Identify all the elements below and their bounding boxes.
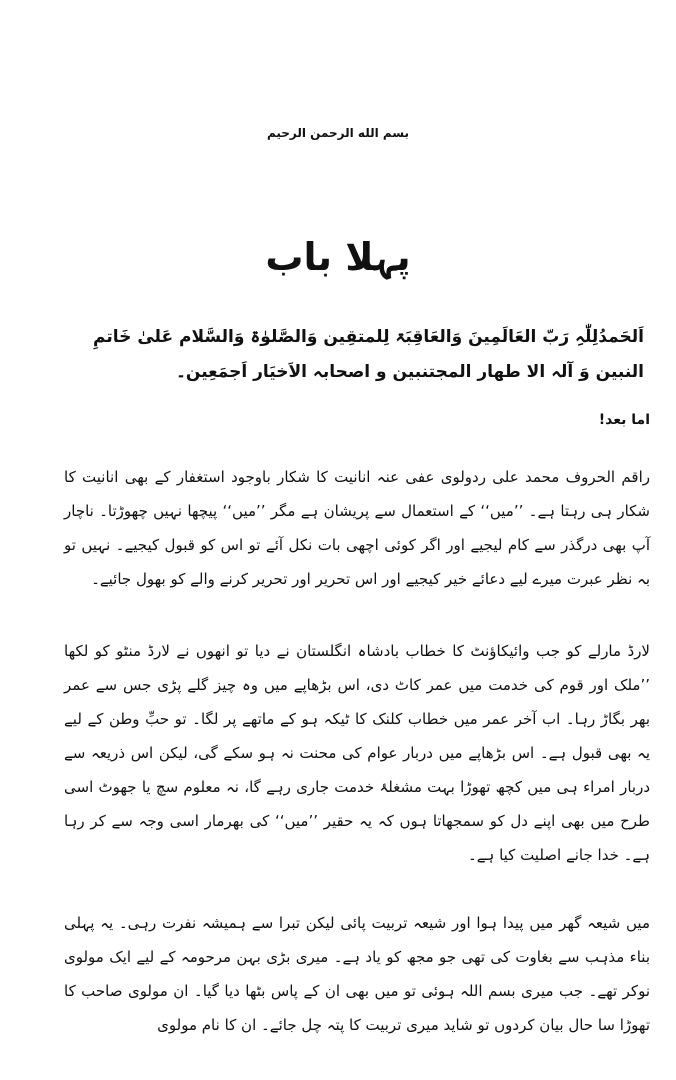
arabic-praise-block: اَلحَمدُلِلّٰہِ رَبّ العَالَمِینَ وَالعَاقِبَۃ لِلمتقِین وَالصَّلوٰۃ وَالسَّلام عَلیٰ خَاتمِ النبین وَ آلہ الا طھار المجتنبین و اصحابہ الاَخیَار اَجمَعِین۔ xyxy=(93,327,644,382)
ama-baad-label: اما بعد! xyxy=(598,412,650,428)
paragraph-2: لارڈ مارلے کو جب وائیکاؤنٹ کا خطاب بادشاہ انگلستان نے دیا تو انھوں نے لارڈ منٹو کو لکھا ’’ملک اور قوم کی خدمت میں عمر کاٹ دی، اس بڑھاپے میں وہ چیز گلے پڑی جس سے عمر بھر بگاڑ رہا۔ اب آخر عمر میں خطاب کلنک کا ٹیکہ ہو کے ماتھے پر لگا۔ تو حبِّ وطن کے لیے یہ بھی قبول ہے۔ اس بڑھاپے میں دربار عوام کی محنت نہ ہو سکے گی، لیکن اس ذریعہ سے دربار امراء ہی میں کچھ تھوڑا بہت مشغلۂ خدمت جاری رہے گا، نہ معلوم سچ یا جھوٹ اسی طرح میں بھی اپنے دل کو سمجھاتا ہوں کہ یہ حقیر ’’میں‘‘ کی بھرمار اسی وجہ سے کر رہا ہے۔ خدا جانے اصلیت کیا ہے۔ xyxy=(64,642,650,864)
bismillah-heading: بسم الله الرحمن الرحيم xyxy=(266,126,410,140)
paragraph-3: میں شیعہ گھر میں پیدا ہوا اور شیعہ تربیت پائی لیکن تبرا سے ہمیشہ نفرت رہی۔ یہ پہلی بناء مذہب سے بغاوت کی تھی جو مجھ کو یاد ہے۔ میری بڑی بہن مرحومہ کے لیے ایک مولوی نوکر تھے۔ جب میری بسم اللہ ہوئی تو میں بھی ان کے پاس بٹھا دیا گیا۔ ان مولوی صاحب کا تھوڑا سا حال بیان کردوں تو شاید میری تربیت کا پتہ چل جائے۔ ان کا نام مولوی xyxy=(64,914,650,1034)
chapter-title: پہلا باب xyxy=(265,235,411,279)
paragraph-1: راقم الحروف محمد علی ردولوی عفی عنہ انانیت کا شکار باوجود استغفار کے بھی انانیت کا شکار ہی رہتا ہے۔ ’’میں‘‘ کے استعمال سے پریشان ہے مگر ’’میں‘‘ پیچھا نہیں چھوڑتا۔ ناچار آپ بھی درگذر سے کام لیجیے اور اگر کوئی اچھی بات نکل آئے تو اس کو قبول کیجیے۔ نہیں تو بہ نظر عبرت میرے لیے دعائے خیر کیجیے اور اس تحریر اور تحریر کرنے والے کو بھول جائیے۔ xyxy=(64,468,650,588)
